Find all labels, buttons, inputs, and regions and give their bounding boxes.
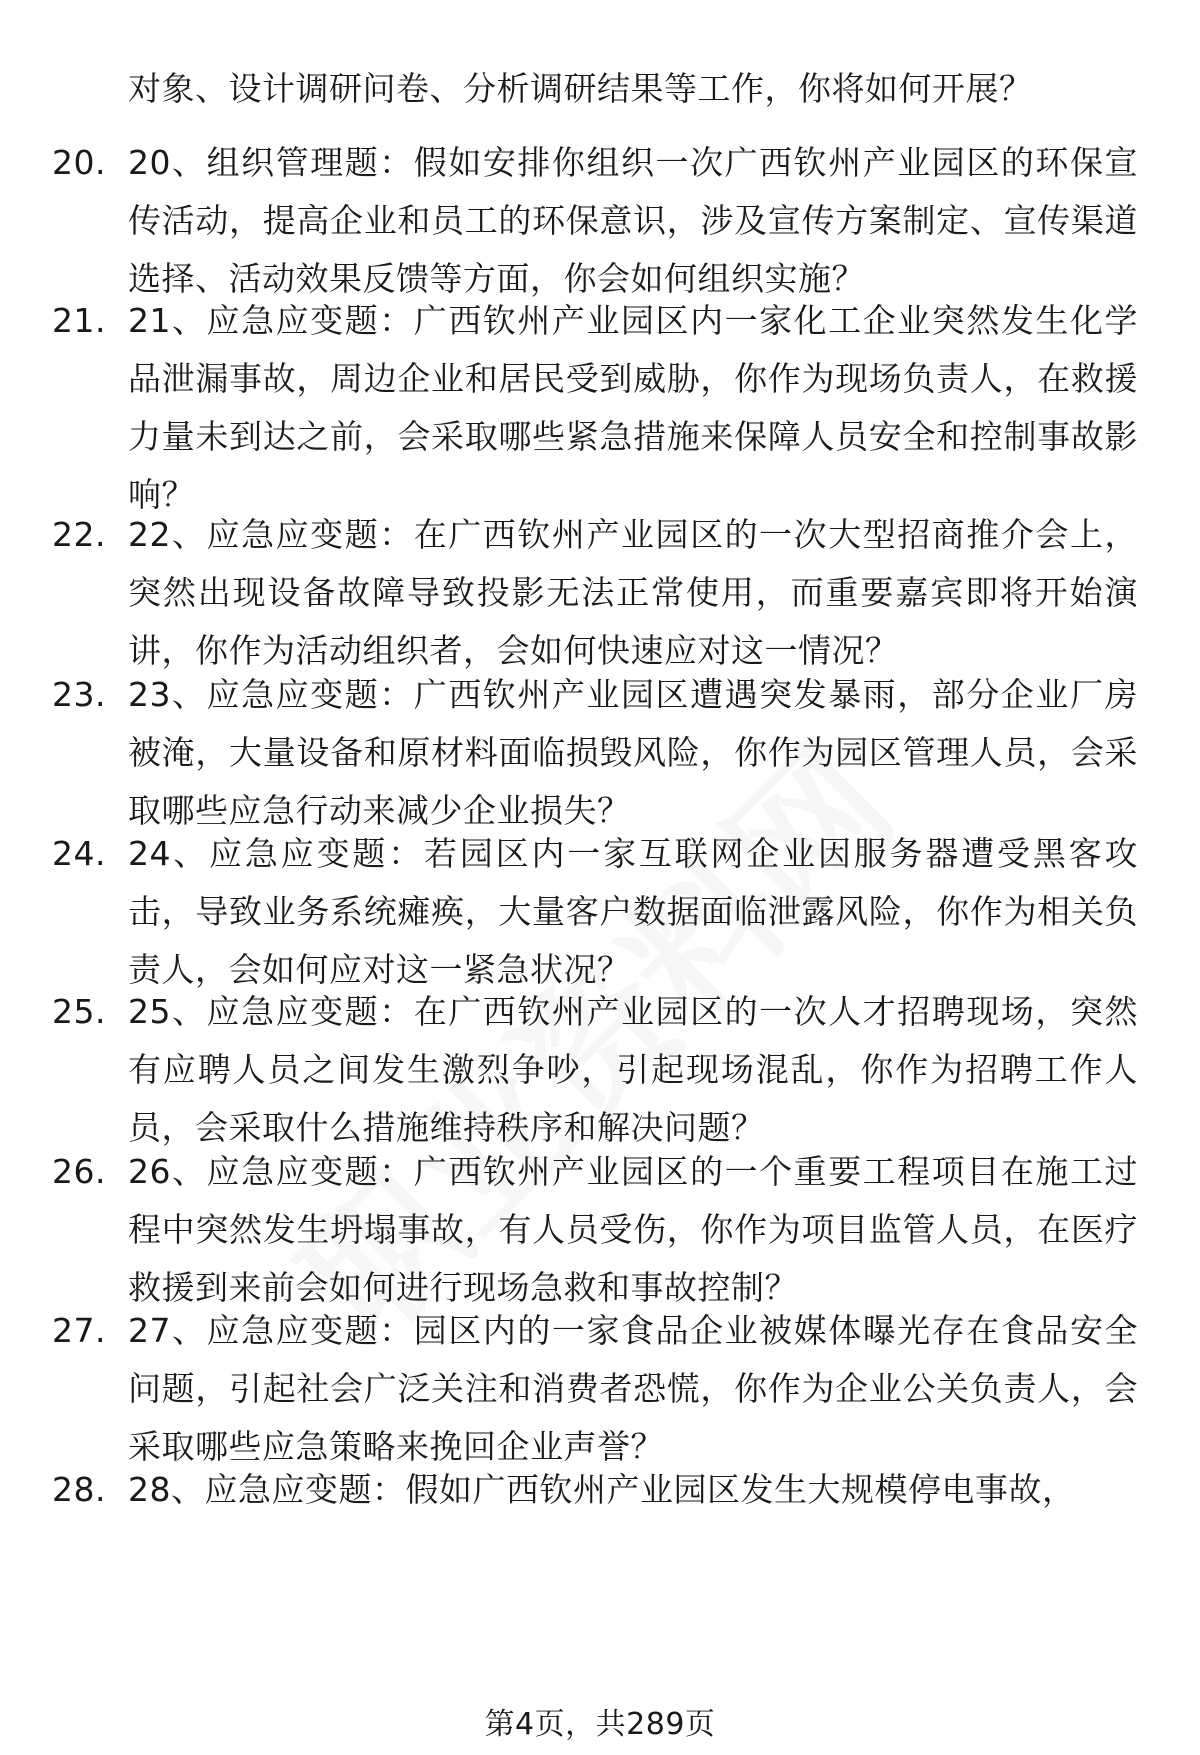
item-number: 25. xyxy=(52,992,106,1031)
item-number: 27. xyxy=(52,1311,106,1350)
item-text: 22、应急应变题：在广西钦州产业园区的一次大型招商推介会上，突然出现设备故障导致投影无法正常使用，而重要嘉宾即将开始演讲，你作为活动组织者，会如何快速应对这一情况？ xyxy=(128,515,1138,670)
item-number: 26. xyxy=(52,1152,106,1191)
item-number: 22. xyxy=(52,515,106,554)
item-text: 25、应急应变题：在广西钦州产业园区的一次人才招聘现场，突然有应聘人员之间发生激烈争吵，引起现场混乱，你作为招聘工作人员，会采取什么措施维持秩序和解决问题？ xyxy=(128,992,1138,1147)
item-text: 24、应急应变题：若园区内一家互联网企业因服务器遭受黑客攻击，导致业务系统瘫痪，大量客户数据面临泄露风险，你作为相关负责人，会如何应对这一紧急状况？ xyxy=(128,834,1138,989)
page-footer: 第4页，共289页 xyxy=(484,1707,716,1742)
intro-text: 对象、设计调研问卷、分析调研结果等工作，你将如何开展？ xyxy=(128,69,1033,108)
item-text: 27、应急应变题：园区内的一家食品企业被媒体曝光存在食品安全问题，引起社会广泛关注和消费者恐慌，你作为企业公关负责人，会采取哪些应急策略来挽回企业声誉？ xyxy=(128,1311,1138,1466)
item-number: 28. xyxy=(52,1470,106,1509)
item-number: 24. xyxy=(52,834,106,873)
item-text: 20、组织管理题：假如安排你组织一次广西钦州产业园区的环保宣传活动，提高企业和员工的环保意识，涉及宣传方案制定、宣传渠道选择、活动效果反馈等方面，你会如何组织实施？ xyxy=(128,143,1138,298)
item-number: 23. xyxy=(52,675,106,714)
item-number: 21. xyxy=(52,301,106,340)
item-text: 23、应急应变题：广西钦州产业园区遭遇突发暴雨，部分企业厂房被淹，大量设备和原材料面临损毁风险，你作为园区管理人员，会采取哪些应急行动来减少企业损失？ xyxy=(128,675,1138,830)
item-text: 21、应急应变题：广西钦州产业园区内一家化工企业突然发生化学品泄漏事故，周边企业和居民受到威胁，你作为现场负责人，在救援力量未到达之前，会采取哪些紧急措施来保障人员安全和控制事故影响？ xyxy=(128,301,1138,514)
item-text: 26、应急应变题：广西钦州产业园区的一个重要工程项目在施工过程中突然发生坍塌事故，有人员受伤，你作为项目监管人员，在医疗救援到来前会如何进行现场急救和事故控制？ xyxy=(128,1152,1138,1307)
item-number: 20. xyxy=(52,143,106,182)
item-text: 28、应急应变题：假如广西钦州产业园区发生大规模停电事故， xyxy=(128,1470,1076,1509)
